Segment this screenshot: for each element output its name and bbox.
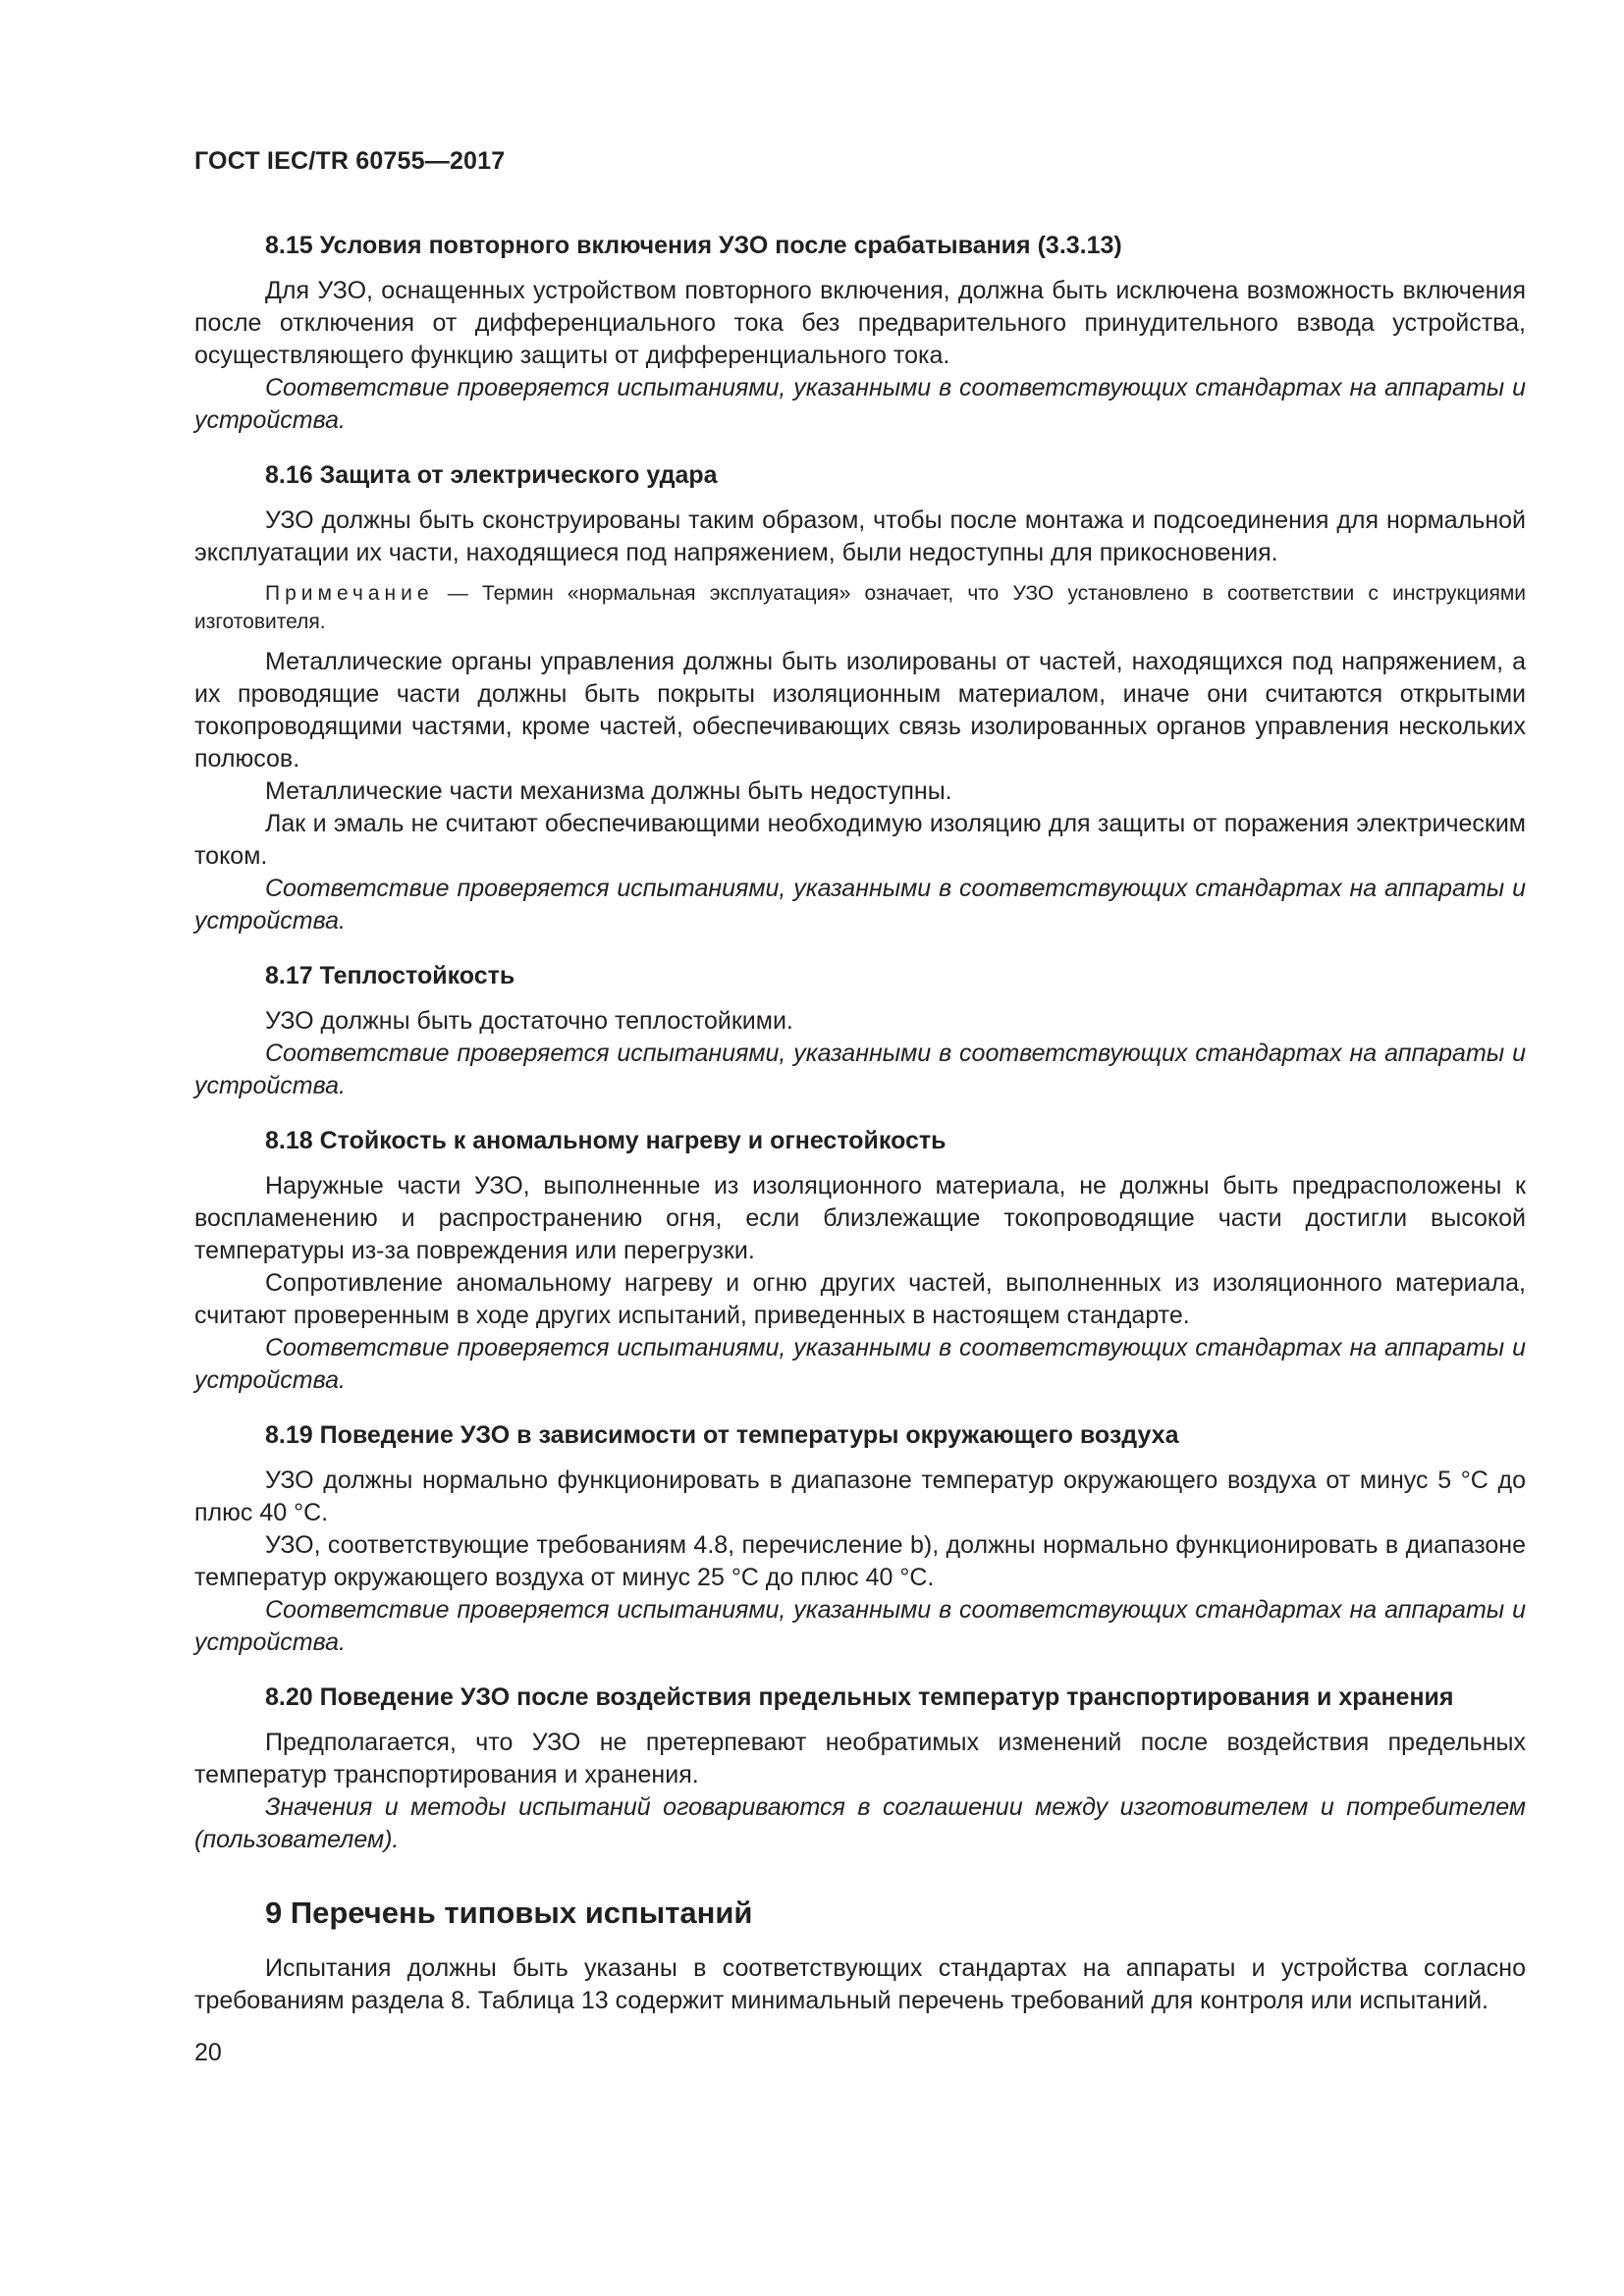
document-page <box>194 147 1526 2067</box>
note <box>194 579 1526 636</box>
section-8-20 <box>194 1681 1526 1856</box>
paragraph: Металлические органы управления должны быть изолированы от частей, находящихся под напряжением, а их проводящие части должны быть покрыты изоляционным материалом, иначе они считаются открытыми токопроводящими частями, кроме частей, обеспечивающих связь изолированных органов управления нескольких полюсов. <box>194 648 1526 773</box>
note-text: — Термин «нормальная эксплуатация» означает, что УЗО установлено в соответствии с инструкциями изготовителя. <box>194 582 1526 633</box>
section-title: 8.15 Условия повторного включения УЗО после срабатывания (3.3.13) <box>265 232 1122 259</box>
compliance-paragraph: Соответствие проверяется испытаниями, указанными в соответствующих стандартах на аппараты и устройства. <box>194 1040 1526 1099</box>
paragraph: Сопротивление аномальному нагреву и огню других частей, выполненных из изоляционного материала, считают проверенным в ходе других испытаний, приведенных в настоящем стандарте. <box>194 1269 1526 1329</box>
section-title: 8.19 Поведение УЗО в зависимости от температуры окружающего воздуха <box>265 1421 1179 1449</box>
paragraph: Металлические части механизма должны быть недоступны. <box>265 777 952 805</box>
section-8-16 <box>194 458 1526 937</box>
page-number: 20 <box>194 2039 222 2066</box>
section-8-19 <box>194 1418 1526 1659</box>
section-8-15 <box>194 229 1526 437</box>
section-title: 8.16 Защита от электрического удара <box>265 461 718 489</box>
compliance-paragraph: Значения и методы испытаний оговариваются в соглашении между изготовителем и потребителем (пользователем). <box>194 1793 1526 1853</box>
paragraph: УЗО должны быть достаточно теплостойкими. <box>265 1007 793 1035</box>
paragraph: Наружные части УЗО, выполненные из изоляционного материала, не должны быть предрасположены к воспламенению и распространению огня, если близлежащие токопроводящие части достигли высокой температуры из-за повреждения или перегрузки. <box>194 1172 1526 1264</box>
compliance-paragraph: Соответствие проверяется испытаниями, указанными в соответствующих стандартах на аппараты и устройства. <box>194 1334 1526 1394</box>
paragraph: УЗО должны нормально функционировать в диапазоне температур окружающего воздуха от минус 5 °С до плюс 40 °С. <box>194 1467 1526 1526</box>
chapter-title: 9 Перечень типовых испытаний <box>265 1896 753 1930</box>
compliance-paragraph: Соответствие проверяется испытаниями, указанными в соответствующих стандартах на аппараты и устройства. <box>194 374 1526 434</box>
section-8-18 <box>194 1124 1526 1397</box>
document-header: ГОСТ IEC/TR 60755—2017 <box>194 147 506 175</box>
paragraph: Предполагается, что УЗО не претерпевают необратимых изменений после воздействия предельных температур транспортирования и хранения. <box>194 1729 1526 1789</box>
section-8-17 <box>194 959 1526 1102</box>
note-label: Примечание <box>265 582 434 605</box>
section-9 <box>194 1896 1526 2017</box>
paragraph: Испытания должны быть указаны в соответствующих стандартах на аппараты и устройства согласно требованиям раздела 8. Таблица 13 содержит минимальный перечень требований для контроля или испытаний. <box>194 1954 1526 2014</box>
paragraph: УЗО, соответствующие требованиям 4.8, перечисление b), должны нормально функционировать в диапазоне температур окружающего воздуха от минус 25 °С до плюс 40 °С. <box>194 1531 1526 1591</box>
paragraph: УЗО должны быть сконструированы таким образом, чтобы после монтажа и подсоединения для нормальной эксплуатации их части, находящиеся под напряжением, были недоступны для прикосновения. <box>194 507 1526 566</box>
compliance-paragraph: Соответствие проверяется испытаниями, указанными в соответствующих стандартах на аппараты и устройства. <box>194 1596 1526 1656</box>
compliance-paragraph: Соответствие проверяется испытаниями, указанными в соответствующих стандартах на аппараты и устройства. <box>194 875 1526 934</box>
section-title: 8.17 Теплостойкость <box>265 962 515 989</box>
paragraph: Лак и эмаль не считают обеспечивающими необходимую изоляцию для защиты от поражения электрическим током. <box>194 810 1526 870</box>
section-title: 8.20 Поведение УЗО после воздействия предельных температур транспортирования и хранения <box>265 1683 1454 1711</box>
section-title: 8.18 Стойкость к аномальному нагреву и огнестойкость <box>265 1127 947 1154</box>
paragraph: Для УЗО, оснащенных устройством повторного включения, должна быть исключена возможность включения после отключения от дифференциального тока без предварительного принудительного взвода устройства, осуществляющего функцию защиты от дифференциального тока. <box>194 277 1526 369</box>
